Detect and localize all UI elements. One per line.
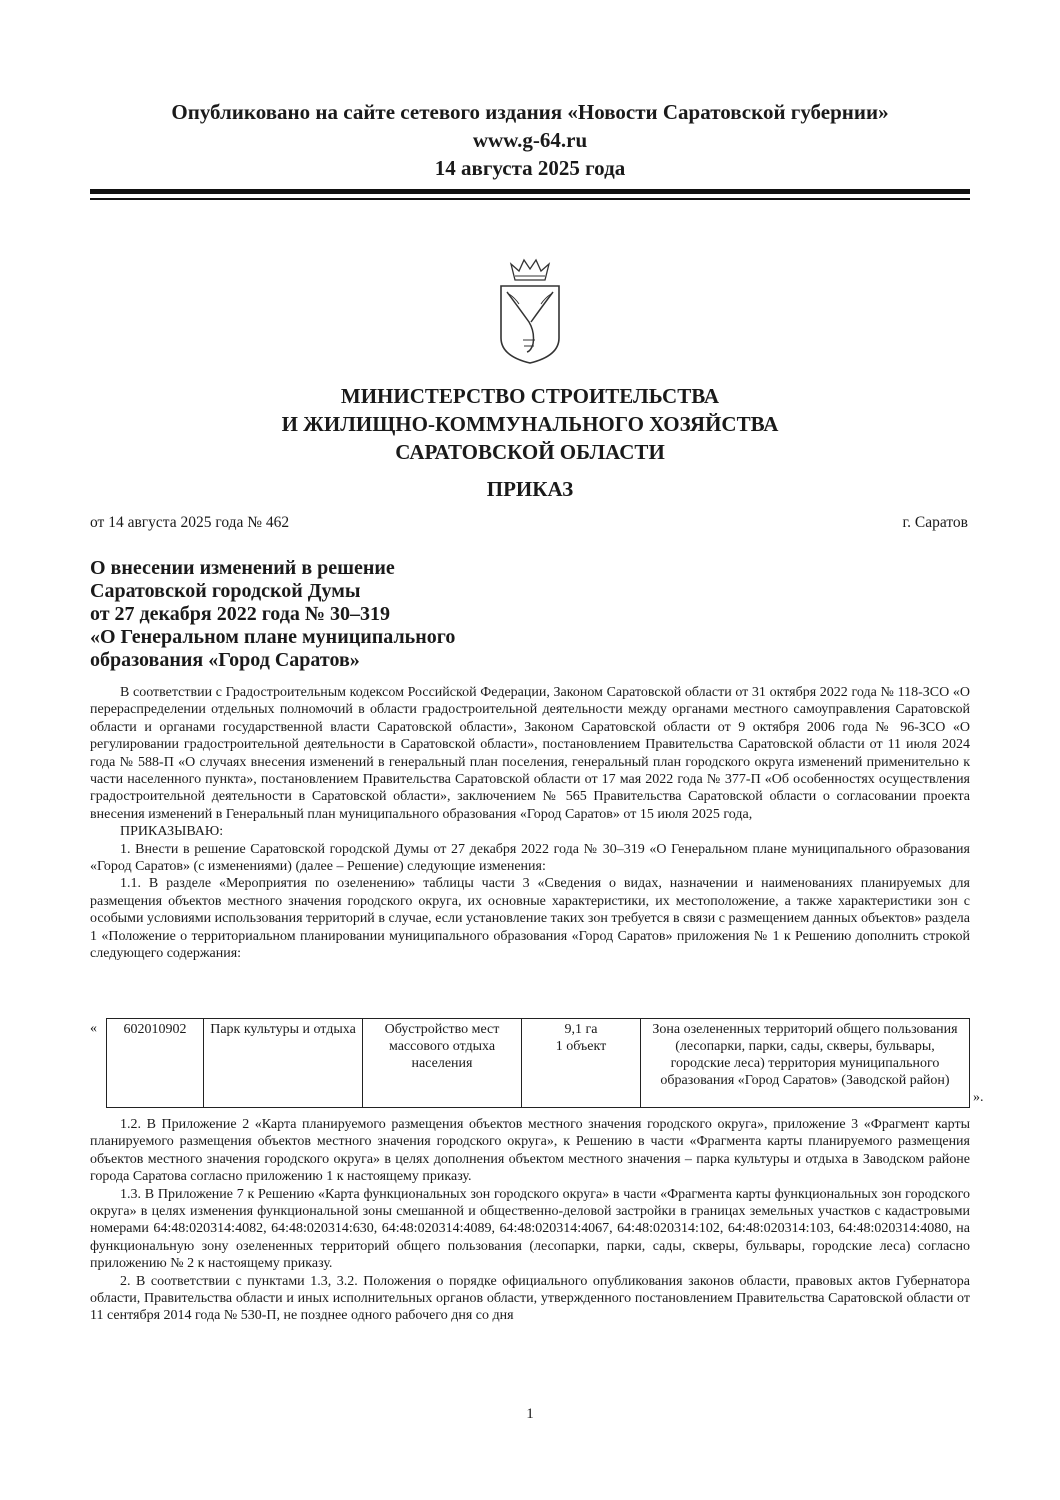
header-rule-thin	[90, 198, 970, 200]
cell-name: Парк культуры и отдыха	[204, 1019, 363, 1108]
ministry-line: САРАТОВСКОЙ ОБЛАСТИ	[395, 440, 665, 464]
insert-table	[106, 1018, 970, 1108]
publication-header	[0, 98, 1060, 182]
order-body-top	[90, 684, 970, 963]
inserted-table-row	[90, 1018, 990, 1108]
cell-zone: Зона озелененных территорий общего пользования (лесопарки, парки, сады, скверы, бульвары, городские леса) территория муниципального образования «Город Саратов» (Заводской район)	[641, 1019, 970, 1108]
publication-site[interactable]: www.g-64.ru	[472, 128, 588, 152]
subject-line: О внесении изменений в решение	[90, 557, 395, 579]
cell-size	[522, 1019, 641, 1108]
publication-date: 14 августа 2025 года	[434, 156, 626, 180]
ministry-line: МИНИСТЕРСТВО СТРОИТЕЛЬСТВА	[340, 384, 720, 408]
cell-size-area: 9,1 га	[564, 1022, 598, 1037]
publication-line: Опубликовано на сайте сетевого издания «Новости Саратовской губернии»	[171, 100, 889, 124]
preamble-paragraph: В соответствии с Градостроительным кодексом Российской Федерации, Законом Саратовской области от 31 октября 2022 года № 118-ЗСО «О перераспределении отдельных полномочий в области градостроительной деятельности между органами местного самоуправления Саратовской области и органами государственной власти Саратовской области», Законом Саратовской области от 9 октября 2006 года № 96-ЗСО «О регулировании градостроительной деятельности в Саратовской области», постановлением Правительства Саратовской области от 11 июля 2024 года № 588-П «О случаях внесения изменений в генеральный план поселения, генеральный план городского округа изменений применительно к части населенного пункта», постановлением Правительства Саратовской области от 17 мая 2022 года № 377-П «Об особенностях осуществления градостроительной деятельности в Саратовской области», заключением № 565 Правительства Саратовской области о согласовании проекта внесения изменений в Генеральный план муниципального образования «Город Саратов» от 15 июля 2025 года,	[90, 685, 970, 822]
page-number: 1	[526, 1406, 534, 1422]
clause-1-2: 1.2. В Приложение 2 «Карта планируемого размещения объектов местного значения городского округа», приложение 3 «Фрагмент карты планируемого размещения объектов местного значения городского округа», к Решению в части «Фрагмента карты планируемого размещения объектов местного значения городского округа» в целях дополнения объектом местного значения – парка культуры и отдыха в Заводском районе города Саратова согласно приложению 1 к настоящему приказу.	[90, 1117, 970, 1185]
ministry-name	[0, 382, 1060, 466]
subject-line: от 27 декабря 2022 года № 30–319	[90, 603, 390, 625]
quote-open: «	[90, 1021, 97, 1036]
subject-line: «О Генеральном плане муниципального	[90, 626, 456, 648]
clause-2: 2. В соответствии с пунктами 1.3, 3.2. Положения о порядке официального опубликования законов области, правовых актов Губернатора области, Правительства области и иных исполнительных органов области, утвержденного постановлением Правительства Саратовской области от 11 сентября 2014 года № 530-П, не позднее одного рабочего дня со дня	[90, 1273, 970, 1324]
cell-purpose: Обустройство мест массового отдыха населения	[363, 1019, 522, 1108]
cell-size-count: 1 объект	[555, 1039, 607, 1054]
cell-code: 602010902	[107, 1019, 204, 1108]
order-body-bottom	[90, 1116, 970, 1325]
clause-1-3: 1.3. В Приложение 7 к Решению «Карта функциональных зон городского округа» в части «Фрагмента карты функциональных зон городского округа» в целях изменения функциональной зоны смешанной и общественно-деловой застройки в границах земельных участков с кадастровыми номерами 64:48:020314:4082, 64:48:020314:630, 64:48:020314:4089, 64:48:020314:4067, 64:48:020314:102, 64:48:020314:103, 64:48:020314:4080, на функциональную зону озелененных территорий общего пользования (лесопарки, парки, сады, скверы, бульвары, городские леса) согласно приложению № 2 к настоящему приказу.	[90, 1186, 970, 1272]
order-date-number: от 14 августа 2025 года № 462	[90, 514, 290, 531]
table-row	[107, 1019, 970, 1108]
order-city: г. Саратов	[902, 514, 968, 531]
clause-1-1: 1.1. В разделе «Мероприятия по озеленению» таблицы части 3 «Сведения о видах, назначении и наименованиях планируемых для размещения объектов местного значения городского округа, их основные характеристики, их местоположение, а также характеристики зон с особыми условиями использования территорий в случае, если установление таких зон требуется в связи с размещением данных объектов» раздела 1 «Положение о территориальном планировании муниципального образования «Город Саратов» приложения № 1 к Решению дополнить строкой следующего содержания:	[90, 876, 970, 962]
coat-of-arms-icon	[497, 256, 563, 366]
header-rule-thick	[90, 189, 970, 194]
subject-line: Саратовской городской Думы	[90, 580, 361, 602]
quote-close: ».	[973, 1090, 984, 1105]
ministry-line: И ЖИЛИЩНО-КОММУНАЛЬНОГО ХОЗЯЙСТВА	[281, 412, 779, 436]
subject-line: образования «Город Саратов»	[90, 649, 360, 671]
order-directive: ПРИКАЗЫВАЮ:	[120, 824, 224, 840]
order-subject	[90, 557, 650, 672]
clause-1: 1. Внести в решение Саратовской городской Думы от 27 декабря 2022 года № 30–319 «О Генеральном плане муниципального образования «Город Саратов» (с изменениями) (далее – Решение) следующие изменения:	[90, 841, 970, 875]
document-type: ПРИКАЗ	[486, 477, 574, 501]
